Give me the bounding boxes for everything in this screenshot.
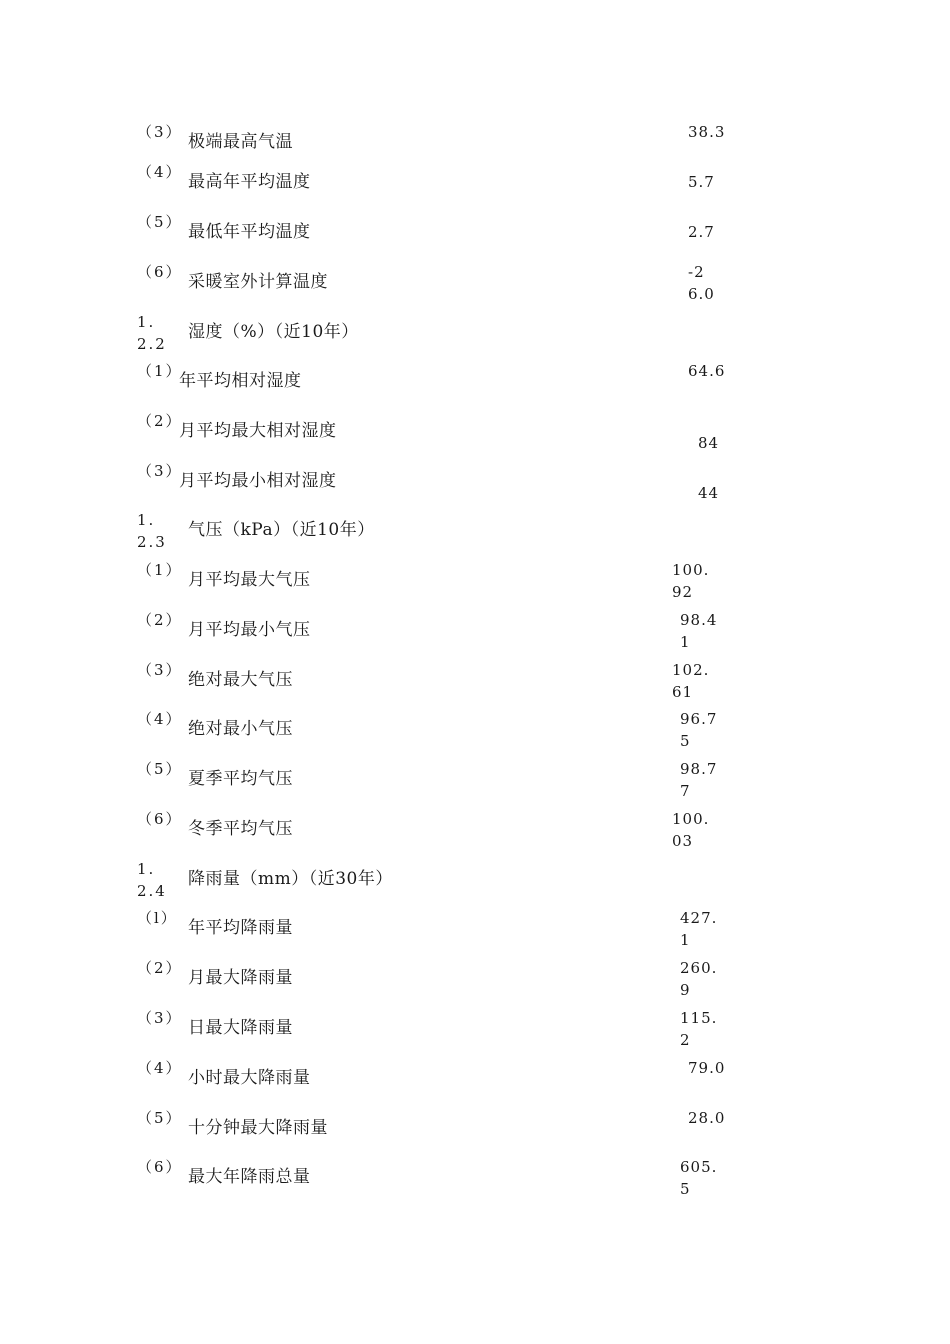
item-label: 最大年降雨总量: [188, 1167, 311, 1187]
item-label: 年平均降雨量: [188, 918, 293, 938]
list-item: [0, 609, 950, 655]
item-value: 28.0: [688, 1109, 726, 1127]
item-number: （2）: [137, 959, 183, 977]
list-item: [0, 161, 950, 207]
item-value: 605.5: [680, 1158, 718, 1198]
list-item: [0, 957, 950, 1003]
item-label: 日最大降雨量: [188, 1018, 293, 1038]
item-label: 年平均相对湿度: [179, 371, 302, 391]
item-number: （6）: [137, 1158, 183, 1176]
section-number: 1.2.3: [137, 511, 167, 551]
list-item: [0, 261, 950, 307]
item-label: 最高年平均温度: [188, 172, 311, 192]
list-item: [0, 211, 950, 257]
item-label: 十分钟最大降雨量: [188, 1118, 328, 1138]
section-heading: [0, 509, 950, 555]
item-label: 最低年平均温度: [188, 222, 311, 242]
item-value: 102.61: [672, 661, 710, 701]
item-label: 月平均最大气压: [188, 570, 311, 590]
item-value: 2.7: [688, 223, 715, 241]
item-number: （3）: [137, 1009, 183, 1027]
item-value: 84: [698, 434, 720, 452]
section-number: 1.2.2: [137, 313, 167, 353]
item-value: 98.77: [680, 760, 718, 800]
list-item: [0, 121, 950, 155]
item-value: 64.6: [688, 362, 726, 380]
item-label: 月平均最小相对湿度: [179, 471, 337, 491]
item-label: 极端最高气温: [188, 132, 293, 152]
item-number: （1）: [137, 561, 183, 579]
item-label: 夏季平均气压: [188, 769, 293, 789]
item-value: 115.2: [680, 1009, 718, 1049]
list-item: [0, 360, 950, 406]
list-item: [0, 460, 950, 506]
item-number: （4）: [137, 710, 183, 728]
section-number: 1.2.4: [137, 860, 167, 900]
item-label: 小时最大降雨量: [188, 1068, 311, 1088]
item-number: （6）: [137, 263, 183, 281]
item-number: （6）: [137, 810, 183, 828]
item-label: 冬季平均气压: [188, 819, 293, 839]
item-value: [688, 509, 730, 555]
section-heading: [0, 311, 950, 357]
item-value: 38.3: [688, 123, 726, 141]
item-value: 98.41: [680, 611, 718, 651]
item-value: [688, 311, 730, 357]
item-number: （4）: [137, 1059, 183, 1077]
list-item: [0, 1156, 950, 1198]
item-label: 采暖室外计算温度: [188, 272, 328, 292]
item-number: （1）: [137, 362, 183, 380]
item-label: 绝对最大气压: [188, 670, 293, 690]
section-label: 降雨量（mm）（近30年）: [188, 869, 393, 889]
list-item: [0, 1057, 950, 1103]
list-item: [0, 410, 950, 456]
item-label: 月最大降雨量: [188, 968, 293, 988]
list-item: [0, 1107, 950, 1153]
item-value: 100.92: [672, 561, 710, 601]
list-item: [0, 708, 950, 754]
item-label: 月平均最大相对湿度: [179, 421, 337, 441]
list-item: [0, 907, 950, 953]
list-item: [0, 808, 950, 854]
section-label: 气压（kPa）（近10年）: [188, 520, 375, 540]
item-label: 月平均最小气压: [188, 620, 311, 640]
item-number: （5）: [137, 760, 183, 778]
item-number: （l）: [137, 909, 178, 927]
item-value: 5.7: [688, 173, 715, 191]
item-number: （4）: [137, 163, 183, 181]
list-item: [0, 659, 950, 705]
item-value: 427.1: [680, 909, 718, 949]
item-number: （5）: [137, 213, 183, 231]
section-label: 湿度（%）（近10年）: [188, 322, 359, 342]
item-value: 79.0: [688, 1059, 726, 1077]
item-label: 绝对最小气压: [188, 719, 293, 739]
item-value: 100.03: [672, 810, 710, 850]
item-number: （5）: [137, 1109, 183, 1127]
item-number: （3）: [137, 661, 183, 679]
item-value: -26.0: [688, 263, 715, 303]
list-item: [0, 758, 950, 804]
list-item: [0, 559, 950, 605]
item-value: 44: [698, 484, 720, 502]
item-value: 96.75: [680, 710, 718, 750]
list-item: [0, 1007, 950, 1053]
item-value: [688, 858, 730, 904]
section-heading: [0, 858, 950, 904]
item-number: （2）: [137, 611, 183, 629]
item-value: 260.9: [680, 959, 718, 999]
item-number: （3）: [137, 462, 183, 480]
item-number: （3）: [137, 123, 183, 141]
item-number: （2）: [137, 412, 183, 430]
